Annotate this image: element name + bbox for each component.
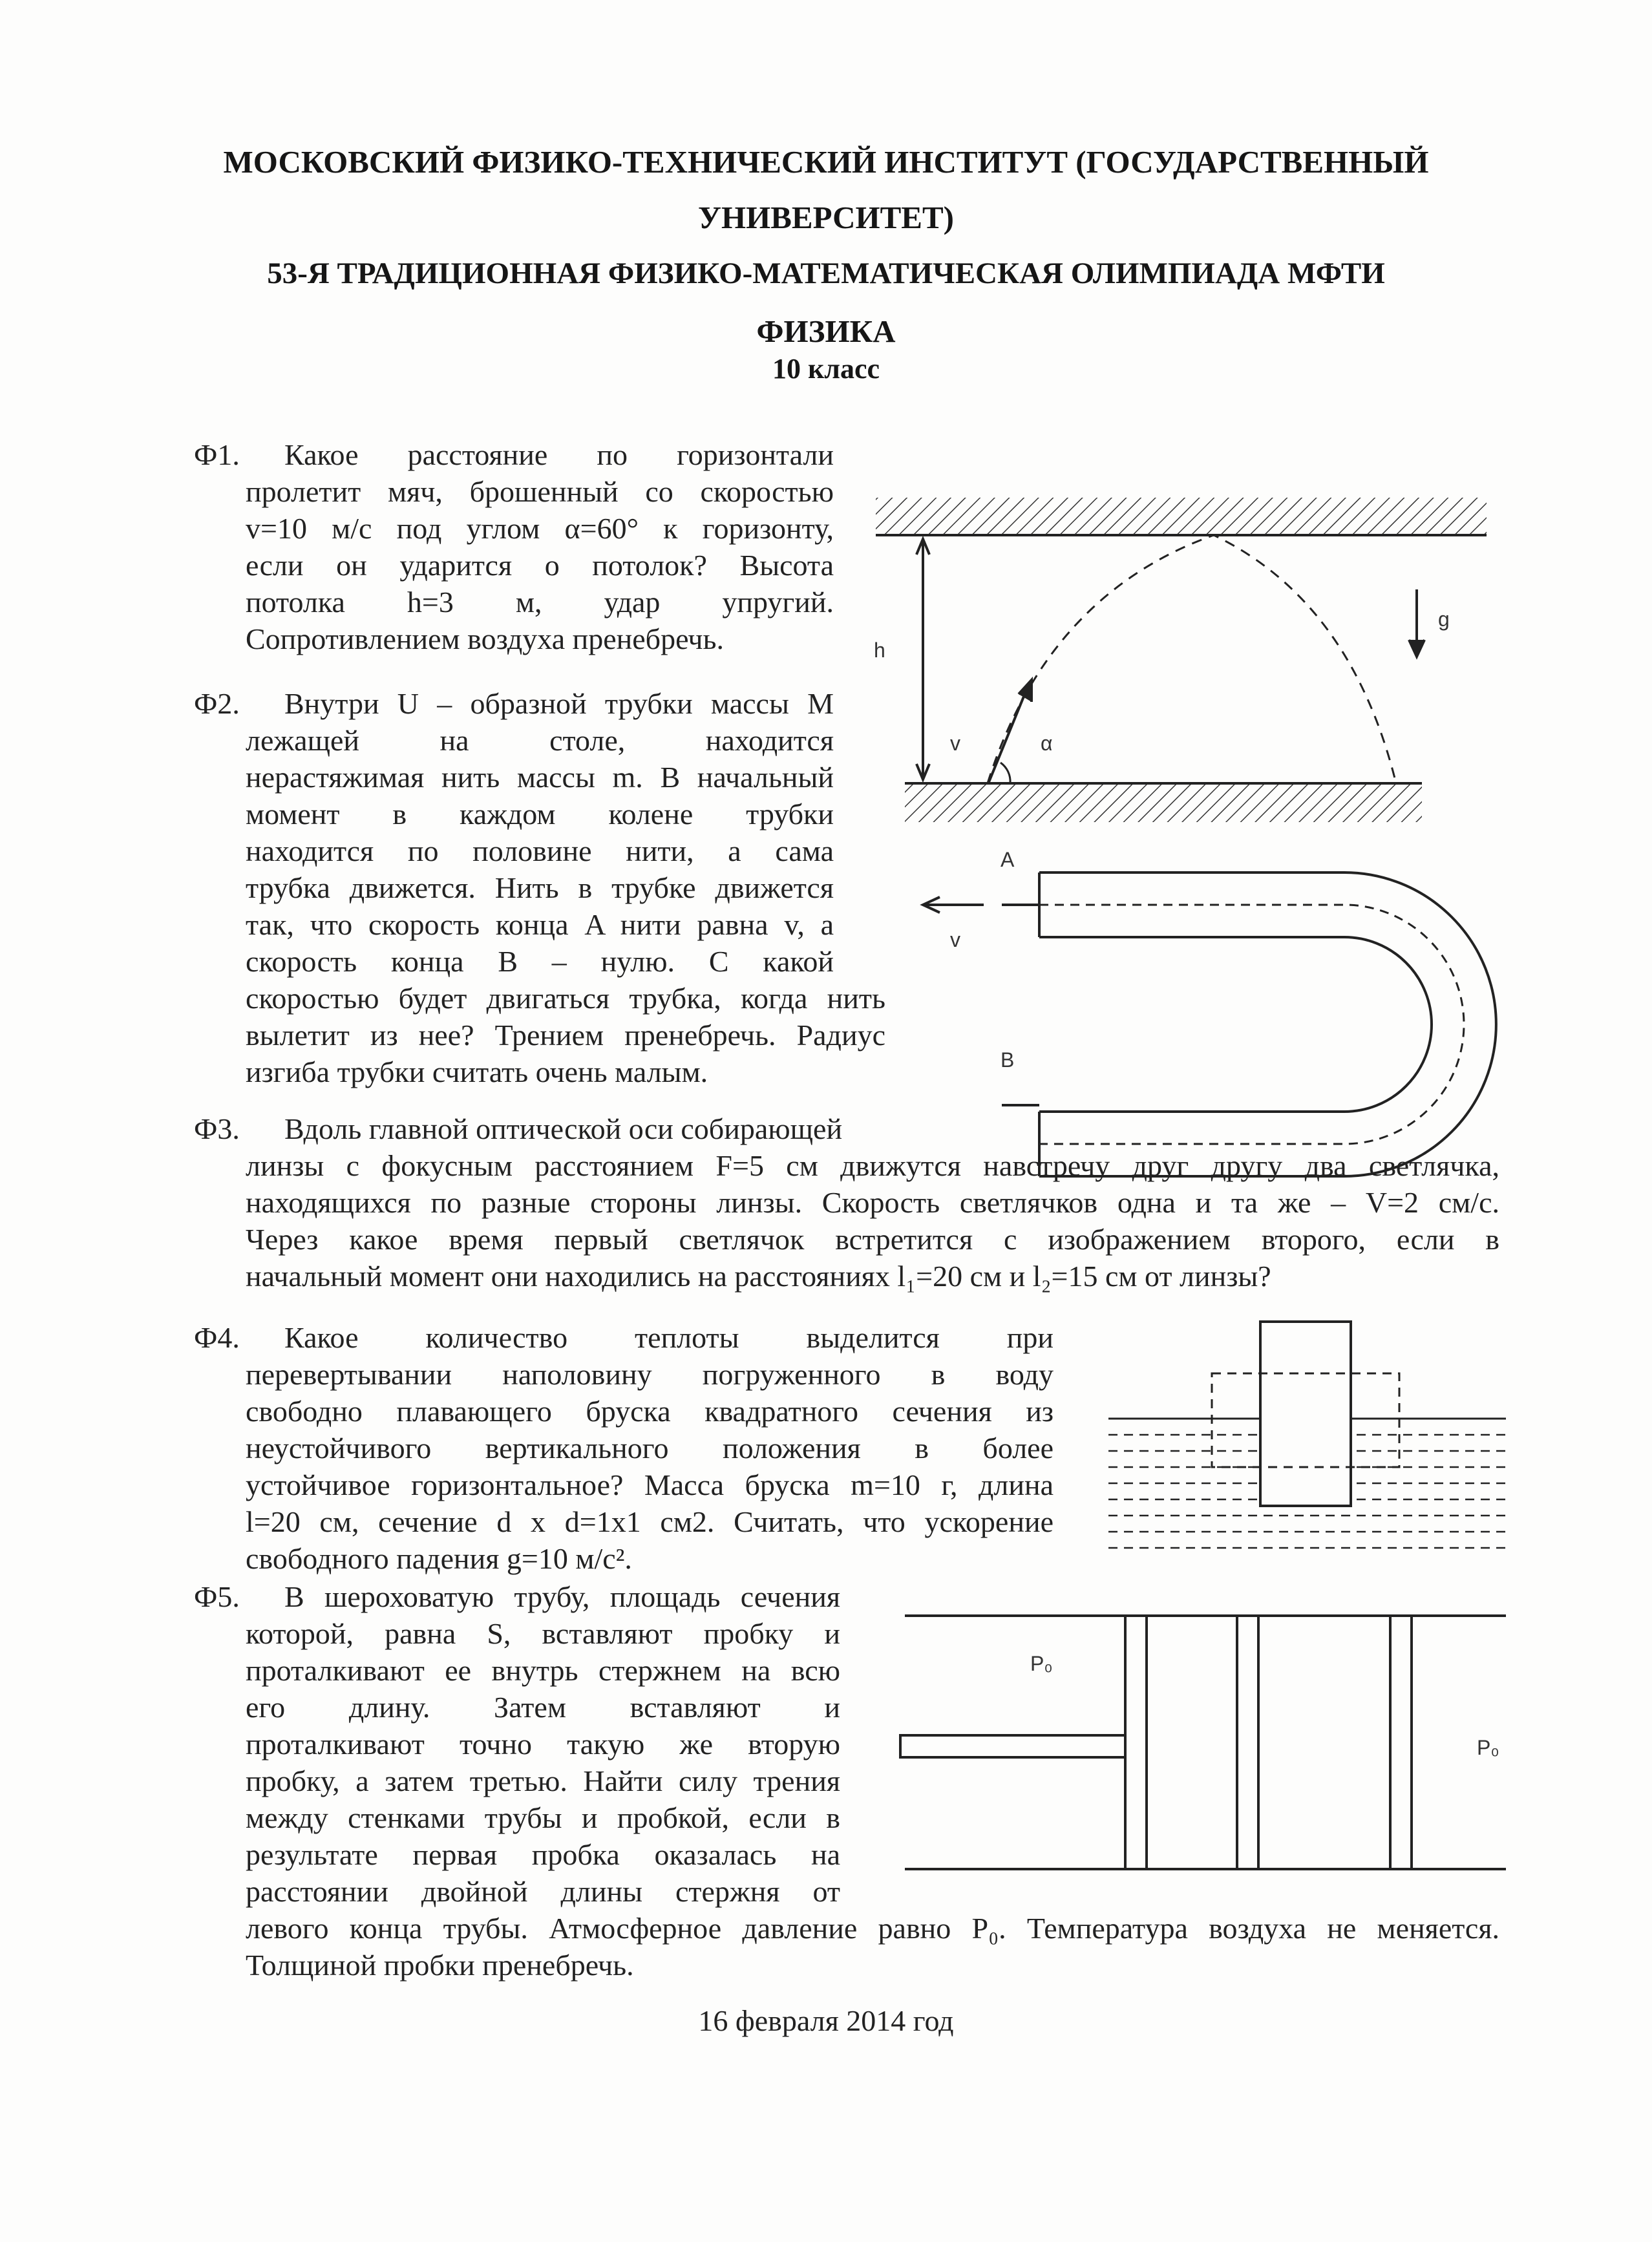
- problem-5-line: проталкивают ее внутрь стержнем на всю: [246, 1654, 840, 1687]
- label-p0-right: P₀: [1477, 1736, 1499, 1759]
- problem-2-line: скоростью будет двигаться трубка, когда нить: [246, 982, 885, 1015]
- figure-2-u-tube: [923, 872, 1496, 1176]
- label-alpha: α: [1041, 732, 1053, 755]
- institute-title-line1: МОСКОВСКИЙ ФИЗИКО-ТЕХНИЧЕСКИЙ ИНСТИТУТ (ГОСУДАРСТВЕННЫЙ: [223, 144, 1429, 180]
- problem-4-line: l=20 см, сечение d x d=1x1 см2. Считать, что ускорение: [246, 1505, 1054, 1538]
- vertical-bar: [1260, 1322, 1351, 1506]
- problem-2-line: скорость конца B – нулю. С какой: [246, 945, 834, 978]
- problem-2-line: лежащей на столе, находится: [246, 724, 834, 757]
- label-end-b: B: [1001, 1048, 1015, 1072]
- plug-1: [1125, 1616, 1147, 1869]
- problem-1-line: v=10 м/с под углом α=60° к горизонту,: [246, 512, 834, 545]
- footer-date: 16 февраля 2014 год: [698, 2004, 954, 2037]
- u-tube-outer-wall: [1039, 872, 1496, 1176]
- problem-2-line: вылетит из нее? Трением пренебречь. Радиус: [246, 1019, 885, 1052]
- velocity-arrow: [989, 684, 1029, 782]
- problem-4-number: Ф4.: [194, 1321, 240, 1354]
- problem-5-number: Ф5.: [194, 1580, 240, 1613]
- string-path: [1039, 905, 1464, 1144]
- problem-2-line: нерастяжимая нить массы m. В начальный: [246, 761, 834, 794]
- label-v-ball: v: [950, 732, 960, 755]
- institute-title-line2: УНИВЕРСИТЕТ): [698, 200, 954, 235]
- label-h: h: [874, 639, 885, 662]
- label-p0-left: P₀: [1030, 1652, 1053, 1675]
- problem-3-line: Вдоль главной оптической оси собирающей: [284, 1112, 843, 1145]
- problem-1-number: Ф1.: [194, 438, 240, 471]
- problem-2-line: находится по половине нити, а сама: [246, 834, 834, 867]
- problem-4-line: неустойчивого вертикального положения в более: [246, 1432, 1054, 1465]
- problem-2-line: Внутри U – образной трубки массы M: [284, 687, 834, 720]
- problem-5-line: которой, равна S, вставляют пробку и: [246, 1617, 840, 1650]
- olympiad-title: 53-Я ТРАДИЦИОННАЯ ФИЗИКО-МАТЕМАТИЧЕСКАЯ ОЛИМПИАДА МФТИ: [267, 257, 1385, 290]
- problem-5-line: пробку, а затем третью. Найти силу трения: [246, 1764, 840, 1797]
- grade-title: 10 класс: [772, 353, 880, 385]
- label-g: g: [1438, 608, 1450, 631]
- u-tube-inner-wall: [1039, 937, 1432, 1112]
- problem-1-line: пролетит мяч, брошенный со скоростью: [246, 475, 834, 508]
- problem-5-line: результате первая пробка оказалась на: [246, 1838, 840, 1871]
- velocity-arrow-head: [1019, 680, 1032, 702]
- plug-2: [1237, 1616, 1258, 1869]
- problem-4-line: устойчивое горизонтальное? Масса бруска m=10 г, длина: [246, 1468, 1054, 1501]
- subject-title: ФИЗИКА: [756, 313, 896, 349]
- problem-4-line: перевертывании наполовину погруженного в воду: [246, 1358, 1054, 1391]
- problem-3-number: Ф3.: [194, 1112, 240, 1145]
- figure-4-floating-bar: [1108, 1322, 1506, 1548]
- problem-4-line: Какое количество теплоты выделится при: [284, 1321, 1054, 1354]
- problem-2-number: Ф2.: [194, 687, 240, 720]
- problem-3-line: Через какое время первый светлячок встретится с изображением второго, если в: [246, 1223, 1499, 1256]
- figure-5-pipe: [900, 1616, 1506, 1869]
- figure-1-ceiling-trajectory: [876, 498, 1487, 822]
- gravity-arrow-head: [1409, 640, 1424, 657]
- problem-1-line: Сопротивлением воздуха пренебречь.: [246, 622, 724, 655]
- problem-5-line: Толщиной пробки пренебречь.: [246, 1949, 634, 1982]
- problem-2-line: так, что скорость конца A нити равна v, а: [246, 908, 834, 941]
- floor-hatch: [905, 783, 1422, 822]
- problem-3-line: находящихся по разные стороны линзы. Скорость светлячков одна и та же – V=2 см/с.: [246, 1186, 1499, 1219]
- problem-4-line: свободно плавающего бруска квадратного сечения из: [246, 1395, 1054, 1428]
- problem-5-line: между стенками трубы и пробкой, если в: [246, 1801, 840, 1834]
- problem-1-line: если он ударится о потолок? Высота: [246, 549, 834, 582]
- ceiling-hatch: [876, 498, 1487, 535]
- problem-5-line: проталкивают точно такую же вторую: [246, 1728, 840, 1761]
- rod: [900, 1735, 1125, 1757]
- problem-3-line: линзы с фокусным расстоянием F=5 см движутся навстречу друг другу два светлячка,: [246, 1149, 1499, 1182]
- problem-5-line: левого конца трубы. Атмосферное давление равно P₀. Температура воздуха не меняется.: [246, 1912, 1499, 1945]
- angle-arc: [1001, 763, 1010, 783]
- problem-5-line: его длину. Затем вставляют и: [246, 1691, 840, 1724]
- problem-1-line: потолка h=3 м, удар упругий.: [246, 586, 834, 619]
- label-v-tube: v: [950, 928, 960, 951]
- problem-1-line: Какое расстояние по горизонтали: [284, 438, 834, 471]
- label-end-a: A: [1001, 848, 1015, 871]
- problem-5-line: расстоянии двойной длины стержня от: [246, 1875, 840, 1908]
- problem-2-line: момент в каждом колене трубки: [246, 798, 834, 830]
- problem-2-line: изгиба трубки считать очень малым.: [246, 1055, 708, 1088]
- problem-4-line: свободного падения g=10 м/с².: [246, 1542, 632, 1575]
- plug-3: [1390, 1616, 1412, 1869]
- problem-3-line: начальный момент они находились на расстояниях l₁=20 см и l₂=15 см от линзы?: [246, 1260, 1271, 1293]
- problem-5-line: В шероховатую трубу, площадь сечения: [284, 1580, 840, 1613]
- problem-2-line: трубка движется. Нить в трубке движется: [246, 871, 834, 904]
